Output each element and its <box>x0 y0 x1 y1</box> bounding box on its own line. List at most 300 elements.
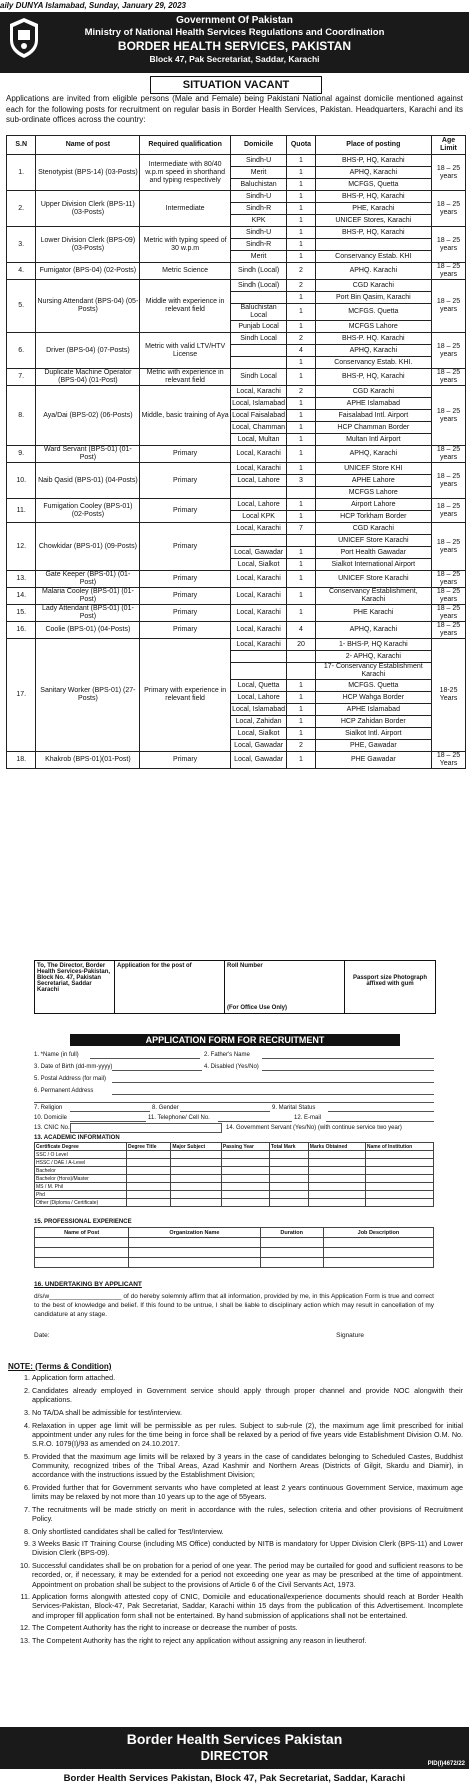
post-name: Upper Division Clerk (BPS-11) (03-Posts) <box>36 191 140 227</box>
posts-table <box>6 135 466 769</box>
post-age-limit: 18 – 25 years <box>432 155 466 191</box>
post-quota: 2 <box>287 386 315 398</box>
post-qualification: Primary <box>140 571 230 588</box>
address-box <box>34 960 436 1014</box>
post-name: Chowkidar (BPS-01) (09-Posts) <box>36 523 140 571</box>
academic-cell[interactable] <box>269 1191 308 1199</box>
post-quota <box>287 663 315 680</box>
post-place: APHQ. Karachi <box>315 263 431 280</box>
posts-row <box>7 263 466 280</box>
address-to: To, The Director, Border Health Services-Pakistan, Block No. 47, Pakistan Secretariat, Saddar Karachi <box>35 961 115 1013</box>
post-qualification: Metric with experience in relevant field <box>140 369 230 386</box>
roll-number-label: Roll Number <box>227 963 263 969</box>
post-domicile: Local, Islamabad <box>230 704 287 716</box>
academic-cell[interactable] <box>221 1151 269 1159</box>
post-qualification: Middle, basic training of Aya <box>140 386 230 446</box>
academic-cell[interactable] <box>365 1199 433 1207</box>
posts-row <box>7 523 466 535</box>
academic-cell[interactable] <box>365 1191 433 1199</box>
note-item: 10. Successful candidates shall be on probation for a period of one year. The period may be curtailed for good and sufficient reasons to be recorded, or, if necessary, it may be extended for a period not exceeding one year as may be prescribed at the time of appointment. Appointment on probation shall be subject to the provisions of Article 6 of the Civil Servants Act, 1973. <box>32 1561 463 1589</box>
academic-cell[interactable] <box>308 1183 365 1191</box>
academic-cell[interactable] <box>221 1167 269 1175</box>
post-name: Nursing Attendant (BPS-04) (05-Posts) <box>36 280 140 333</box>
post-domicile: Sindh (Local) <box>230 263 287 280</box>
professional-title: 15. PROFESSIONAL EXPERIENCE <box>34 1219 132 1225</box>
footer-address: Border Health Services Pakistan, Block 47, Pak Secretariat, Saddar, Karachi <box>63 1773 406 1784</box>
academic-row <box>35 1199 434 1207</box>
post-quota: 1 <box>287 559 315 571</box>
post-domicile <box>230 651 287 663</box>
post-quota: 3 <box>287 475 315 487</box>
posts-header-row <box>7 136 466 155</box>
professional-header-cell: Name of Post <box>35 1228 129 1238</box>
post-place: CGD Karachi <box>315 280 431 292</box>
post-name: Khakrob (BPS-01)(01-Post) <box>36 752 140 769</box>
post-name: Fumigator (BPS-04) (02-Posts) <box>36 263 140 280</box>
academic-level: Phd <box>35 1191 127 1199</box>
post-place: BHS-P, HQ, Karachi <box>315 155 431 167</box>
father-name-input-line[interactable] <box>262 1058 434 1059</box>
post-quota: 1 <box>287 680 315 692</box>
post-qualification: Primary <box>140 622 230 639</box>
post-place: 1- BHS-P, HQ Karachi <box>315 639 431 651</box>
posts-row <box>7 191 466 203</box>
post-domicile: Sindh Local <box>230 333 287 345</box>
academic-cell[interactable] <box>126 1175 170 1183</box>
note-item: 9. 3 Weeks Basic IT Training Course (including MS Office) conducted by NITB is mandatory for Upper Division Clerk (BPS-11) and Lower Division Clerk (BPS-09). <box>32 1539 463 1557</box>
post-quota: 1 <box>287 191 315 203</box>
post-place: UNICEF Store Karachi <box>315 571 431 588</box>
post-qualification: Primary <box>140 752 230 769</box>
post-domicile: Punjab Local <box>230 321 287 333</box>
field-father-name: 2. Father's Name <box>204 1052 250 1058</box>
field-permanent-address: 6. Permanent Address <box>34 1088 94 1094</box>
note-item: 7. The recruitments will be made strictly on merit in accordance with the rules, selection criteria and other provisions of Recruitment Policy. <box>32 1505 463 1523</box>
post-qualification: Metric Science <box>140 263 230 280</box>
post-place: Sialkot International Airport <box>315 559 431 571</box>
email-input-line[interactable] <box>326 1121 434 1122</box>
field-name: 1. *Name (in full) <box>34 1052 79 1058</box>
post-quota: 7 <box>287 523 315 535</box>
academic-table-header <box>35 1143 434 1151</box>
post-quota: 1 <box>287 304 315 321</box>
posts-row <box>7 280 466 292</box>
postal-address-input-line[interactable] <box>112 1082 434 1083</box>
post-quota: 1 <box>287 588 315 605</box>
post-age-limit: 18 – 25 years <box>432 446 466 463</box>
photo-box: Passport size Photograph affixed with gum <box>352 975 427 987</box>
post-quota: 1 <box>287 155 315 167</box>
post-domicile: Local, Gawadar <box>230 752 287 769</box>
academic-cell[interactable] <box>126 1167 170 1175</box>
posts-row <box>7 369 466 386</box>
post-quota: 1 <box>287 547 315 559</box>
note-item: 5. Provided that the maximum age limits will be relaxed by 3 years in the case of candidates belonging to Scheduled Castes, Buddhist Community, recognized tribes of the Tribal Areas, Azad Kashmir and Northern Areas (Districts of Gilgit, Skardu and Diamir), in accordance with the instructions issued by the Establishment Division; <box>32 1452 463 1480</box>
field-gender: 8. Gender <box>152 1105 179 1111</box>
post-age-limit: 18 – 25 years <box>432 463 466 499</box>
academic-cell[interactable] <box>126 1151 170 1159</box>
post-quota: 2 <box>287 263 315 280</box>
roll-number-cell <box>225 961 345 1013</box>
post-qualification: Primary with experience in relevant field <box>140 639 230 752</box>
post-place: UNICEF Store KHI <box>315 463 431 475</box>
post-domicile: Local, Multan <box>230 434 287 446</box>
academic-cell[interactable] <box>221 1175 269 1183</box>
posts-header-cell: Required qualification <box>140 136 230 155</box>
post-place: CGD Karachi <box>315 386 431 398</box>
posts-row <box>7 752 466 769</box>
post-quota: 4 <box>287 345 315 357</box>
post-name: Stenotypist (BPS-14) (03-Posts) <box>36 155 140 191</box>
academic-cell[interactable] <box>365 1159 433 1167</box>
academic-cell[interactable] <box>126 1159 170 1167</box>
academic-cell[interactable] <box>171 1151 221 1159</box>
academic-cell[interactable] <box>221 1199 269 1207</box>
field-domicile: 10. Domicile <box>34 1115 68 1121</box>
post-age-limit: 18 – 25 years <box>432 523 466 571</box>
post-quota: 1 <box>287 704 315 716</box>
disabled-input-line[interactable] <box>262 1070 434 1071</box>
academic-header-cell: Name of Institution <box>365 1143 433 1151</box>
post-domicile: Sindh-R <box>230 203 287 215</box>
professional-row <box>35 1248 434 1258</box>
academic-cell[interactable] <box>269 1175 308 1183</box>
academic-cell[interactable] <box>269 1151 308 1159</box>
field-dob: 3. Date of Birth (dd-mm-yyyy) <box>34 1064 113 1070</box>
academic-row <box>35 1175 434 1183</box>
post-domicile: Local, Quetta <box>230 680 287 692</box>
professional-header-cell: Duration <box>260 1228 323 1238</box>
professional-cell[interactable] <box>129 1248 260 1258</box>
field-telephone: 11. Telephone/ Cell No. <box>148 1115 210 1121</box>
academic-row <box>35 1167 434 1175</box>
post-serial: 3. <box>7 227 36 263</box>
field-govt-servant: 14. Government Servant (Yes/No) (with continue service two year) <box>226 1125 402 1131</box>
post-place: CGD Karachi <box>315 523 431 535</box>
academic-cell[interactable] <box>171 1199 221 1207</box>
posts-row <box>7 605 466 622</box>
post-quota: 1 <box>287 167 315 179</box>
academic-cell[interactable] <box>126 1199 170 1207</box>
professional-cell[interactable] <box>260 1258 323 1268</box>
post-place: Port Bin Qasim, Karachi <box>315 292 431 304</box>
post-place: MCFGS. Quetta <box>315 680 431 692</box>
post-quota: 1 <box>287 752 315 769</box>
post-serial: 16. <box>7 622 36 639</box>
post-domicile: Local, Karachi <box>230 523 287 535</box>
academic-cell[interactable] <box>269 1183 308 1191</box>
post-domicile <box>230 357 287 369</box>
post-place: MCFGS Lahore <box>315 487 431 499</box>
post-domicile: Sindh-U <box>230 191 287 203</box>
post-name: Fumigation Cooley (BPS-01) (02-Posts) <box>36 499 140 523</box>
religion-input-line[interactable] <box>70 1111 150 1112</box>
academic-cell[interactable] <box>308 1151 365 1159</box>
footer-director: DIRECTOR <box>200 1748 269 1763</box>
post-quota: 1 <box>287 410 315 422</box>
post-quota: 1 <box>287 398 315 410</box>
post-place: MCFGS. Quetta <box>315 304 431 321</box>
undertaking-text: d/s/w____________________ of do hereby solemnly affirm that all information, provided by me, in this Application Form is true and correct to the best of knowledge and belief. If this found to be untrue, I shall be liable to disciplinary action which may result in cancellation of my candidature at any stage. <box>34 1293 434 1318</box>
post-place: 17- Conservancy Establishment Karachi <box>315 663 431 680</box>
post-domicile: Local, Karachi <box>230 386 287 398</box>
post-age-limit: 18 – 25 years <box>432 191 466 227</box>
post-quota <box>287 487 315 499</box>
form-title: APPLICATION FORM FOR RECRUITMENT <box>70 1034 400 1046</box>
note-item: 4. Relaxation in upper age limit will be permissible as per rules. Subject to sub-rule (2), the maximum age limit prescribed for initial appointment under any rules for the time being in force shall be relaxed by a period of five years vide Establishment Division O.M. No. S.R.O. 1079(I)/93 as amended on 24.10.2017. <box>32 1421 463 1449</box>
academic-cell[interactable] <box>308 1199 365 1207</box>
professional-cell[interactable] <box>129 1258 260 1268</box>
academic-row <box>35 1183 434 1191</box>
notes-section <box>8 1362 463 1649</box>
post-domicile: Merit <box>230 167 287 179</box>
post-serial: 10. <box>7 463 36 499</box>
academic-cell[interactable] <box>365 1151 433 1159</box>
post-quota: 1 <box>287 215 315 227</box>
post-place <box>315 239 431 251</box>
address-extra-line[interactable] <box>34 1102 434 1103</box>
posts-table-header <box>7 136 466 155</box>
professional-cell[interactable] <box>323 1258 433 1268</box>
post-serial: 15. <box>7 605 36 622</box>
field-disabled: 4. Disabled (Yes/No) <box>204 1064 259 1070</box>
post-domicile: Local, Islamabad <box>230 398 287 410</box>
professional-cell[interactable] <box>35 1248 129 1258</box>
professional-cell[interactable] <box>260 1248 323 1258</box>
intro-paragraph: Applications are invited from eligible persons (Male and Female) being Pakistani National against domicile mentioned against each for the following posts for recruitment on regular basis in Border Health Services, Pakistan. Headquarters, Karachi and its sub-ordinate offices across the country: <box>6 94 463 124</box>
academic-level: Bachelor <box>35 1167 127 1175</box>
professional-cell[interactable] <box>260 1238 323 1248</box>
post-quota: 1 <box>287 692 315 704</box>
notes-list <box>8 1373 463 1645</box>
professional-cell[interactable] <box>323 1248 433 1258</box>
academic-cell[interactable] <box>308 1159 365 1167</box>
academic-level: HSSC / DAE / A-Level <box>35 1159 127 1167</box>
posts-row <box>7 622 466 639</box>
posts-row <box>7 227 466 239</box>
academic-cell[interactable] <box>171 1191 221 1199</box>
academic-header-cell: Major Subject <box>171 1143 221 1151</box>
post-place: PHE Karachi <box>315 605 431 622</box>
footer-organization: Border Health Services Pakistan <box>126 1731 343 1747</box>
academic-cell[interactable] <box>308 1175 365 1183</box>
professional-cell[interactable] <box>129 1238 260 1248</box>
professional-table <box>34 1227 434 1268</box>
post-domicile: Local, Karachi <box>230 639 287 651</box>
posts-header-cell: Quota <box>287 136 315 155</box>
post-age-limit: 18 – 25 years <box>432 369 466 386</box>
header-address: Block 47, Pak Secretariat, Saddar, Karachi <box>149 54 320 64</box>
marital-status-input-line[interactable] <box>328 1111 434 1112</box>
post-serial: 9. <box>7 446 36 463</box>
post-place: MCFGS Lahore <box>315 321 431 333</box>
post-qualification: Intermediate with 80/40 w.p.m speed in shorthand and typing respectively <box>140 155 230 191</box>
academic-cell[interactable] <box>171 1159 221 1167</box>
pid-code: PID(I)4672/22 <box>427 1761 465 1767</box>
post-qualification: Primary <box>140 499 230 523</box>
academic-cell[interactable] <box>171 1183 221 1191</box>
post-quota <box>287 651 315 663</box>
post-domicile: Sindh Local <box>230 369 287 386</box>
academic-cell[interactable] <box>308 1167 365 1175</box>
dob-input-line[interactable] <box>112 1070 202 1071</box>
academic-header-cell: Total Mark <box>269 1143 308 1151</box>
professional-cell[interactable] <box>35 1258 129 1268</box>
post-serial: 18. <box>7 752 36 769</box>
post-quota: 1 <box>287 227 315 239</box>
post-age-limit: 18 – 25 years <box>432 333 466 369</box>
header-ministry: Ministry of National Health Services Regulations and Coordination <box>84 27 385 38</box>
gender-input-line[interactable] <box>180 1111 270 1112</box>
field-marital-status: 9. Marital Status <box>272 1105 316 1111</box>
academic-cell[interactable] <box>126 1191 170 1199</box>
posts-row <box>7 155 466 167</box>
post-place: PHE Gawadar <box>315 752 431 769</box>
post-domicile: Local Faisalabad <box>230 410 287 422</box>
academic-table-body <box>35 1151 434 1207</box>
post-place: APHQ, Karachi <box>315 622 431 639</box>
post-quota: 20 <box>287 639 315 651</box>
post-name: Gate Keeper (BPS-01) (01-Post) <box>36 571 140 588</box>
post-domicile: Local, Lahore <box>230 692 287 704</box>
post-qualification: Primary <box>140 446 230 463</box>
field-religion: 7. Religion <box>34 1105 63 1111</box>
post-quota: 1 <box>287 239 315 251</box>
post-quota: 1 <box>287 292 315 304</box>
post-name: Coolie (BPS-01) (04-Posts) <box>36 622 140 639</box>
post-place: APHE Lahore <box>315 475 431 487</box>
post-quota: 2 <box>287 740 315 752</box>
post-quota: 1 <box>287 434 315 446</box>
posts-header-cell: Age Limit <box>432 136 466 155</box>
post-domicile: Local, Karachi <box>230 571 287 588</box>
post-quota: 1 <box>287 446 315 463</box>
post-place: BHS-P, HQ, Karachi <box>315 191 431 203</box>
post-domicile: Local, Karachi <box>230 605 287 622</box>
post-serial: 14. <box>7 588 36 605</box>
posts-row <box>7 333 466 345</box>
note-item: 12. The Competent Authority has the right to increase or decrease the number of posts. <box>32 1623 463 1632</box>
post-qualification: Primary <box>140 605 230 622</box>
post-serial: 6. <box>7 333 36 369</box>
academic-cell[interactable] <box>221 1191 269 1199</box>
post-place: 2- APHQ, Karachi <box>315 651 431 663</box>
note-item: 8. Only shortlisted candidates shall be called for Test/Interview. <box>32 1527 463 1536</box>
academic-cell[interactable] <box>221 1183 269 1191</box>
post-name: Malaria Cooley (BPS-01) (01-Post) <box>36 588 140 605</box>
post-name: Ward Servant (BPS-01) (01-Post) <box>36 446 140 463</box>
academic-cell[interactable] <box>126 1183 170 1191</box>
post-domicile <box>230 663 287 680</box>
permanent-address-input-line[interactable] <box>112 1094 434 1095</box>
post-domicile: Local, Sialkot <box>230 728 287 740</box>
post-name: Sanitary Worker (BPS-01) (27-Posts) <box>36 639 140 752</box>
post-place: HCP Zahidan Border <box>315 716 431 728</box>
academic-table <box>34 1142 434 1207</box>
academic-cell[interactable] <box>365 1175 433 1183</box>
post-quota: 1 <box>287 463 315 475</box>
post-place: PHE, Gawadar <box>315 740 431 752</box>
post-quota: 1 <box>287 571 315 588</box>
posts-header-cell: Domicile <box>230 136 287 155</box>
post-age-limit: 18 – 25 years <box>432 386 466 446</box>
note-item: 13. The Competent Authority has the right to reject any application without assigning any reason in lieutherof. <box>32 1636 463 1645</box>
posts-row <box>7 446 466 463</box>
post-quota: 1 <box>287 321 315 333</box>
field-cnic: 13. CNIC No. <box>34 1125 70 1131</box>
academic-level: SSC / O Level <box>35 1151 127 1159</box>
academic-cell[interactable] <box>171 1167 221 1175</box>
post-serial: 7. <box>7 369 36 386</box>
situation-vacant-title: SITUATION VACANT <box>150 76 322 94</box>
post-domicile: Local, Zahidan <box>230 716 287 728</box>
post-place: APHE Islamabad <box>315 398 431 410</box>
telephone-input-line[interactable] <box>218 1121 292 1122</box>
post-quota: 1 <box>287 605 315 622</box>
post-age-limit: 18 – 25 years <box>432 280 466 333</box>
professional-cell[interactable] <box>323 1238 433 1248</box>
post-place: BHS-P. HQ. Karachi <box>315 333 431 345</box>
post-place: PHE, Karachi <box>315 203 431 215</box>
post-domicile: Local, Karachi <box>230 463 287 475</box>
professional-header-cell: Organization Name <box>129 1228 260 1238</box>
post-age-limit: 18 – 25 years <box>432 588 466 605</box>
academic-cell[interactable] <box>365 1183 433 1191</box>
post-quota: 1 <box>287 728 315 740</box>
professional-cell[interactable] <box>35 1238 129 1248</box>
post-name: Naib Qasid (BPS-01) (04-Posts) <box>36 463 140 499</box>
post-age-limit: 18 – 25 Years <box>432 752 466 769</box>
post-age-limit: 18 – 25 years <box>432 227 466 263</box>
post-domicile: Local, Lahore <box>230 475 287 487</box>
post-age-limit: 18 – 25 years <box>432 263 466 280</box>
post-domicile: Sindh-U <box>230 155 287 167</box>
post-domicile: Local, Gawadar <box>230 740 287 752</box>
academic-cell[interactable] <box>221 1159 269 1167</box>
academic-cell[interactable] <box>269 1199 308 1207</box>
academic-row <box>35 1191 434 1199</box>
post-serial: 11. <box>7 499 36 523</box>
domicile-input-line[interactable] <box>70 1121 146 1122</box>
post-place: UNICEF Stores, Karachi <box>315 215 431 227</box>
post-domicile <box>230 345 287 357</box>
academic-cell[interactable] <box>269 1167 308 1175</box>
note-item: 1. Application form attached. <box>32 1373 463 1382</box>
post-serial: 8. <box>7 386 36 446</box>
post-quota: 1 <box>287 251 315 263</box>
post-age-limit: 18 – 25 years <box>432 622 466 639</box>
name-input-line[interactable] <box>90 1058 200 1059</box>
academic-header-cell: Degree Title <box>126 1143 170 1151</box>
ad-footer <box>0 1727 469 1769</box>
academic-cell[interactable] <box>171 1175 221 1183</box>
academic-cell[interactable] <box>308 1191 365 1199</box>
academic-header-cell: Passing Year <box>221 1143 269 1151</box>
post-qualification: Primary <box>140 523 230 571</box>
post-place: HCP Torkham Border <box>315 511 431 523</box>
post-place: Multan Intl Airport <box>315 434 431 446</box>
posts-table-body <box>7 155 466 769</box>
academic-cell[interactable] <box>269 1159 308 1167</box>
post-name: Driver (BPS-04) (07-Posts) <box>36 333 140 369</box>
academic-cell[interactable] <box>365 1167 433 1175</box>
note-item: 11. Application forms alongwith attested copy of CNIC, Domicile and educational/experience documents should reach at Border Health Services-Pakistan, Block-47, Pak Secretariat, Saddar, Karachi within 15 days from the publication of this Advertisement. Incomplete and improper fill application form shall not be entertained. By hand submission of applications shall not be entertained. <box>32 1592 463 1620</box>
posts-row <box>7 499 466 511</box>
post-quota: 2 <box>287 333 315 345</box>
post-quota: 1 <box>287 357 315 369</box>
cnic-boxes[interactable] <box>70 1123 222 1133</box>
posts-row <box>7 386 466 398</box>
